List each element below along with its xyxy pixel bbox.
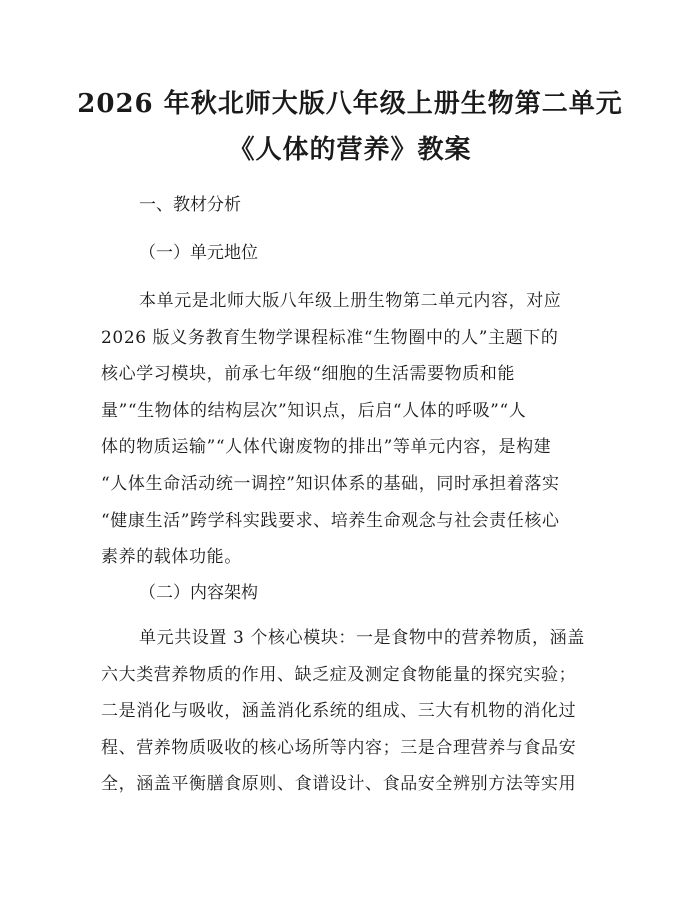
paragraph-line: 本单元是北师大版八年级上册生物第二单元内容，对应: [139, 291, 562, 311]
subsection-heading-unit-position: （一）单元地位: [139, 243, 258, 263]
paragraph-line: 程、营养物质吸收的核心场所等内容；三是合理营养与食品安: [101, 737, 577, 758]
document-title-line-2: 《人体的营养》教案: [228, 135, 472, 165]
paragraph-line: 量”“生物体的结构层次”知识点，后启“人体的呼吸”“人: [101, 400, 527, 421]
section-heading-teaching-material-analysis: 一、教材分析: [139, 195, 241, 215]
paragraph-line: 核心学习模块，前承七年级“细胞的生活需要物质和能: [101, 364, 516, 385]
paragraph-line: 二是消化与吸收，涵盖消化系统的组成、三大有机物的消化过: [101, 701, 577, 722]
paragraph-line: “人体生命活动统一调控”知识体系的基础，同时承担着落实: [101, 473, 560, 494]
paragraph-line: 单元共设置 3 个核心模块：一是食物中的营养物质，涵盖: [139, 628, 585, 648]
paragraph-content-structure: [101, 620, 601, 803]
paragraph-line: “健康生活”跨学科实践要求、培养生命观念与社会责任核心: [101, 510, 560, 531]
paragraph-line: 六大类营养物质的作用、缺乏症及测定食物能量的探究实验；: [101, 664, 577, 685]
subsection-heading-content-structure: （二）内容架构: [139, 583, 258, 603]
document-title-line-1: 2026 年秋北师大版八年级上册生物第二单元: [77, 89, 623, 119]
paragraph-line: 2026 版义务教育生物学课程标准“生物圈中的人”主题下的: [101, 327, 559, 348]
paragraph-line: 全，涵盖平衡膳食原则、食谱设计、食品安全辨别方法等实用: [101, 774, 577, 795]
paragraph-unit-position: [101, 283, 601, 576]
paragraph-line: 体的物质运输”“人体代谢废物的排出”等单元内容，是构建: [101, 437, 552, 458]
paragraph-line: 素养的载体功能。: [101, 547, 242, 568]
